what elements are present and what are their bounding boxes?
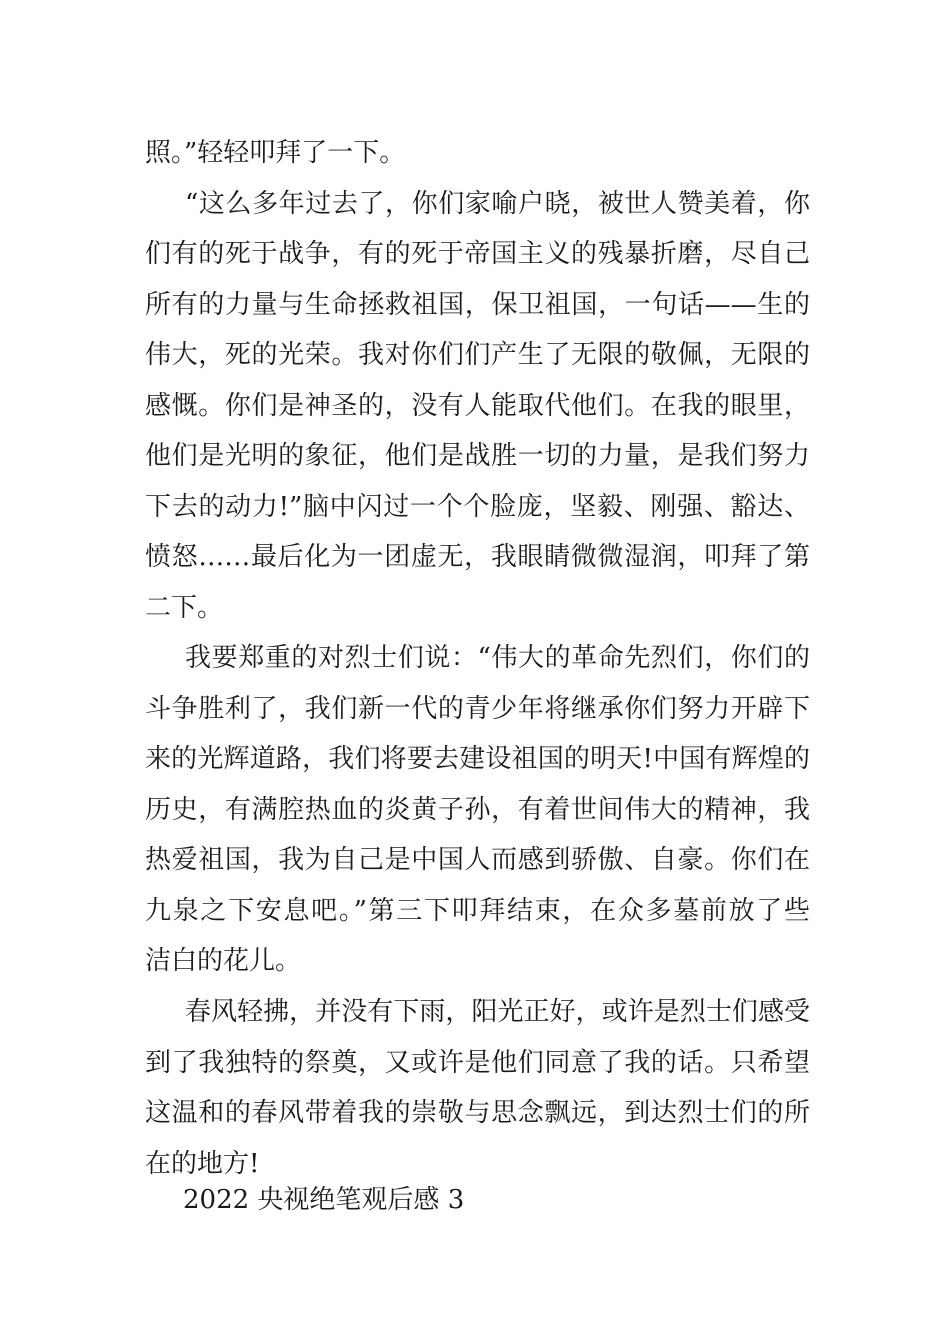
paragraph-line: 在的地方!: [145, 1148, 260, 1179]
paragraph-line: 感慨。你们是神圣的，没有人能取代他们。在我的眼里，: [145, 390, 810, 421]
paragraph-line: 照。”轻轻叩拜了一下。: [145, 138, 406, 168]
paragraph-2: [145, 179, 810, 634]
paragraph-line: 二下。: [145, 592, 224, 623]
paragraph-3: [145, 633, 810, 987]
paragraph-line: 九泉之下安息吧。”第三下叩拜结束，在众多墓前放了些: [145, 895, 810, 926]
paragraph-line: 们有的死于战争，有的死于帝国主义的残暴折磨，尽自己: [145, 239, 810, 269]
paragraph-line: 到了我独特的祭奠，又或许是他们同意了我的话。只希望: [145, 1047, 810, 1078]
paragraph-line: 春风轻拂，并没有下雨，阳光正好，或许是烈士们感受: [185, 997, 810, 1027]
paragraph-line: “这么多年过去了，你们家喻户晓，被世人赞美着，你: [185, 188, 810, 219]
paragraph-line: 斗争胜利了，我们新一代的青少年将继承你们努力开辟下: [145, 693, 810, 724]
paragraph-line: 这温和的春风带着我的崇敬与思念飘远，到达烈士们的所: [145, 1098, 810, 1128]
section-heading: 2022 央视绝笔观后感 3: [183, 1185, 465, 1215]
paragraph-line: 伟大，死的光荣。我对你们们产生了无限的敬佩，无限的: [145, 340, 810, 370]
paragraph-line: 所有的力量与生命拯救祖国，保卫祖国，一句话——生的: [145, 289, 810, 320]
paragraph-line: 下去的动力!”脑中闪过一个个脸庞，坚毅、刚强、豁达、: [145, 491, 810, 522]
paragraph-line: 来的光辉道路，我们将要去建设祖国的明天!中国有辉煌的: [145, 744, 810, 774]
paragraph-line: 热爱祖国，我为自己是中国人而感到骄傲、自豪。你们在: [145, 845, 810, 875]
paragraph-line: 愤怒……最后化为一团虚无，我眼睛微微湿润，叩拜了第: [145, 542, 810, 572]
paragraph-line: 历史，有满腔热血的炎黄子孙，有着世间伟大的精神，我: [145, 794, 810, 825]
paragraph-4: [145, 987, 810, 1189]
paragraph-line: 洁白的花儿。: [145, 946, 302, 976]
paragraph-line: 他们是光明的象征，他们是战胜一切的力量，是我们努力: [145, 441, 810, 471]
paragraph-1: [145, 128, 810, 179]
paragraph-line: 我要郑重的对烈士们说：“伟大的革命先烈们，你们的: [185, 643, 810, 673]
